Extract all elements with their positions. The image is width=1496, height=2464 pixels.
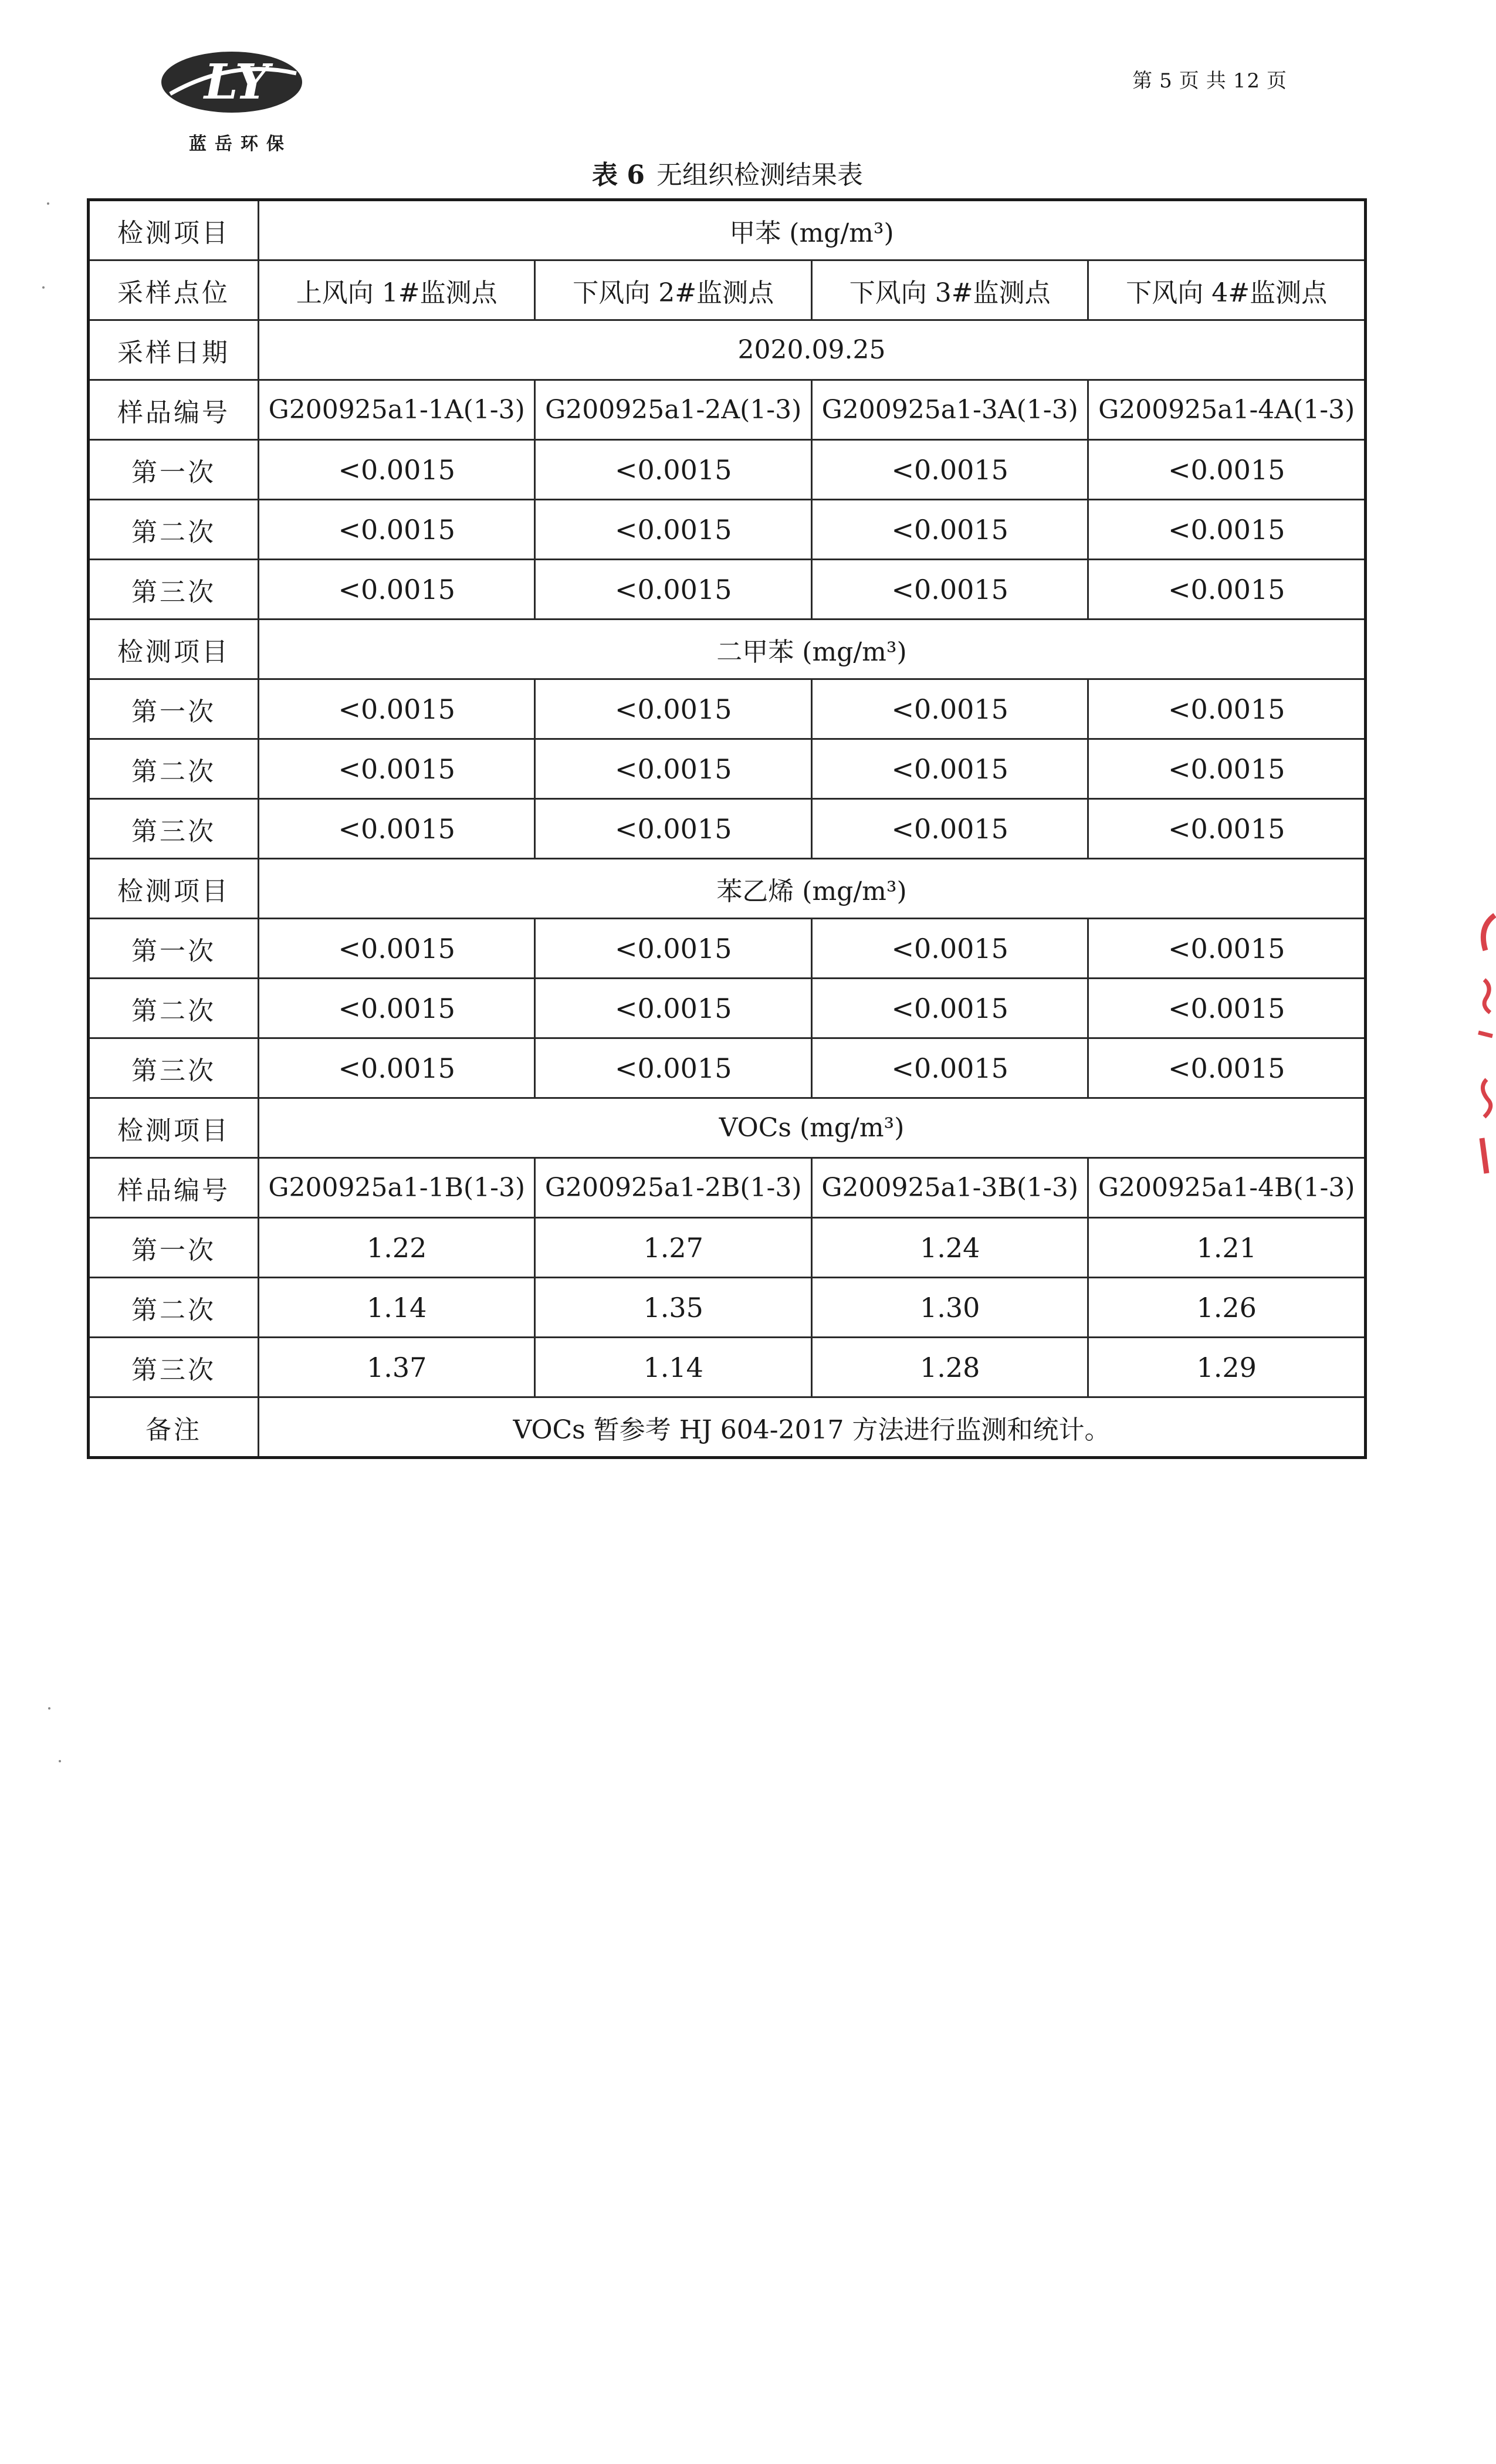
- section-item: 甲苯 (mg/m³): [259, 200, 1366, 260]
- value-cell: <0.0015: [259, 799, 535, 859]
- sample-no-label: 样品编号: [89, 380, 259, 440]
- site-cell: 下风向 2#监测点: [535, 260, 811, 320]
- table-number: 表 6: [592, 160, 645, 190]
- table-row: [89, 1158, 1366, 1218]
- table-row: [89, 500, 1366, 560]
- value-cell: <0.0015: [1088, 739, 1366, 799]
- sample-id-cell: G200925a1-1B(1-3): [259, 1158, 535, 1218]
- value-cell: <0.0015: [259, 919, 535, 979]
- value-cell: <0.0015: [259, 979, 535, 1038]
- value-cell: <0.0015: [811, 679, 1088, 739]
- table-row: [89, 919, 1366, 979]
- section-item: 二甲苯 (mg/m³): [259, 620, 1366, 679]
- table-row: [89, 739, 1366, 799]
- value-cell: 1.26: [1088, 1278, 1366, 1338]
- value-cell: <0.0015: [811, 560, 1088, 620]
- table-title: [0, 154, 1455, 191]
- table-row: [89, 979, 1366, 1038]
- ly-logo-icon: [158, 47, 305, 117]
- sample-id-cell: G200925a1-2B(1-3): [535, 1158, 811, 1218]
- value-cell: <0.0015: [811, 979, 1088, 1038]
- value-cell: <0.0015: [535, 979, 811, 1038]
- round-label: 第一次: [89, 919, 259, 979]
- sample-no-label: 样品编号: [89, 1158, 259, 1218]
- site-cell: 下风向 4#监测点: [1088, 260, 1366, 320]
- company-name: 蓝岳环保: [189, 134, 292, 154]
- round-label: 第二次: [89, 1278, 259, 1338]
- site-cell: 下风向 3#监测点: [811, 260, 1088, 320]
- table-row: [89, 320, 1366, 380]
- value-cell: <0.0015: [811, 440, 1088, 500]
- sample-id-cell: G200925a1-4B(1-3): [1088, 1158, 1366, 1218]
- remark-label: 备注: [89, 1397, 259, 1458]
- table-row: [89, 679, 1366, 739]
- value-cell: 1.14: [535, 1338, 811, 1397]
- value-cell: <0.0015: [1088, 1038, 1366, 1098]
- value-cell: <0.0015: [259, 1038, 535, 1098]
- item-label: 检测项目: [89, 200, 259, 260]
- value-cell: <0.0015: [1088, 679, 1366, 739]
- value-cell: <0.0015: [811, 799, 1088, 859]
- sample-id-cell: G200925a1-3B(1-3): [811, 1158, 1088, 1218]
- svg-text:LY: LY: [204, 54, 269, 110]
- value-cell: <0.0015: [811, 1038, 1088, 1098]
- item-label: 检测项目: [89, 620, 259, 679]
- round-label: 第三次: [89, 560, 259, 620]
- table-row: [89, 620, 1366, 679]
- value-cell: 1.28: [811, 1338, 1088, 1397]
- table-row: [89, 200, 1366, 260]
- value-cell: <0.0015: [259, 500, 535, 560]
- round-label: 第三次: [89, 1338, 259, 1397]
- table-row: [89, 440, 1366, 500]
- table-row: [89, 1038, 1366, 1098]
- sample-id-cell: G200925a1-1A(1-3): [259, 380, 535, 440]
- table-row: [89, 1397, 1366, 1458]
- value-cell: <0.0015: [1088, 560, 1366, 620]
- sample-id-cell: G200925a1-2A(1-3): [535, 380, 811, 440]
- value-cell: <0.0015: [259, 679, 535, 739]
- value-cell: <0.0015: [535, 440, 811, 500]
- value-cell: <0.0015: [259, 560, 535, 620]
- value-cell: <0.0015: [535, 919, 811, 979]
- value-cell: <0.0015: [811, 739, 1088, 799]
- page-number: 第 5 页 共 12 页: [1132, 69, 1288, 93]
- value-cell: <0.0015: [1088, 799, 1366, 859]
- company-logo: [158, 47, 323, 153]
- value-cell: <0.0015: [259, 440, 535, 500]
- section-item: VOCs (mg/m³): [259, 1098, 1366, 1158]
- table-row: [89, 1218, 1366, 1278]
- date-label: 采样日期: [89, 320, 259, 380]
- value-cell: <0.0015: [259, 739, 535, 799]
- table-row: [89, 1278, 1366, 1338]
- table-row: [89, 560, 1366, 620]
- value-cell: 1.35: [535, 1278, 811, 1338]
- value-cell: <0.0015: [1088, 500, 1366, 560]
- value-cell: <0.0015: [535, 560, 811, 620]
- round-label: 第二次: [89, 739, 259, 799]
- results-table: [87, 198, 1367, 1459]
- round-label: 第一次: [89, 440, 259, 500]
- value-cell: 1.37: [259, 1338, 535, 1397]
- value-cell: 1.14: [259, 1278, 535, 1338]
- table-row: [89, 799, 1366, 859]
- value-cell: <0.0015: [535, 500, 811, 560]
- scan-speck: [47, 202, 49, 205]
- sample-id-cell: G200925a1-3A(1-3): [811, 380, 1088, 440]
- scan-speck: [42, 286, 45, 289]
- scan-speck: [59, 1760, 61, 1762]
- round-label: 第一次: [89, 679, 259, 739]
- table-row: [89, 859, 1366, 919]
- table-caption: 无组织检测结果表: [656, 160, 863, 190]
- section-item: 苯乙烯 (mg/m³): [259, 859, 1366, 919]
- item-label: 检测项目: [89, 1098, 259, 1158]
- table-row: [89, 1098, 1366, 1158]
- seal-stamp-icon: [1461, 903, 1496, 1185]
- value-cell: 1.30: [811, 1278, 1088, 1338]
- value-cell: <0.0015: [535, 739, 811, 799]
- table-row: [89, 260, 1366, 320]
- round-label: 第二次: [89, 979, 259, 1038]
- value-cell: <0.0015: [535, 1038, 811, 1098]
- sample-id-cell: G200925a1-4A(1-3): [1088, 380, 1366, 440]
- value-cell: <0.0015: [811, 500, 1088, 560]
- round-label: 第二次: [89, 500, 259, 560]
- value-cell: 1.22: [259, 1218, 535, 1278]
- item-label: 检测项目: [89, 859, 259, 919]
- value-cell: 1.21: [1088, 1218, 1366, 1278]
- round-label: 第三次: [89, 1038, 259, 1098]
- table-row: [89, 380, 1366, 440]
- site-label: 采样点位: [89, 260, 259, 320]
- value-cell: 1.27: [535, 1218, 811, 1278]
- round-label: 第一次: [89, 1218, 259, 1278]
- scan-speck: [48, 1707, 50, 1710]
- table-row: [89, 1338, 1366, 1397]
- value-cell: 1.24: [811, 1218, 1088, 1278]
- sampling-date: 2020.09.25: [259, 320, 1366, 380]
- value-cell: <0.0015: [811, 919, 1088, 979]
- site-cell: 上风向 1#监测点: [259, 260, 535, 320]
- value-cell: <0.0015: [535, 679, 811, 739]
- value-cell: <0.0015: [1088, 979, 1366, 1038]
- value-cell: 1.29: [1088, 1338, 1366, 1397]
- round-label: 第三次: [89, 799, 259, 859]
- value-cell: <0.0015: [535, 799, 811, 859]
- value-cell: <0.0015: [1088, 440, 1366, 500]
- remark-text: VOCs 暂参考 HJ 604-2017 方法进行监测和统计。: [259, 1397, 1366, 1458]
- value-cell: <0.0015: [1088, 919, 1366, 979]
